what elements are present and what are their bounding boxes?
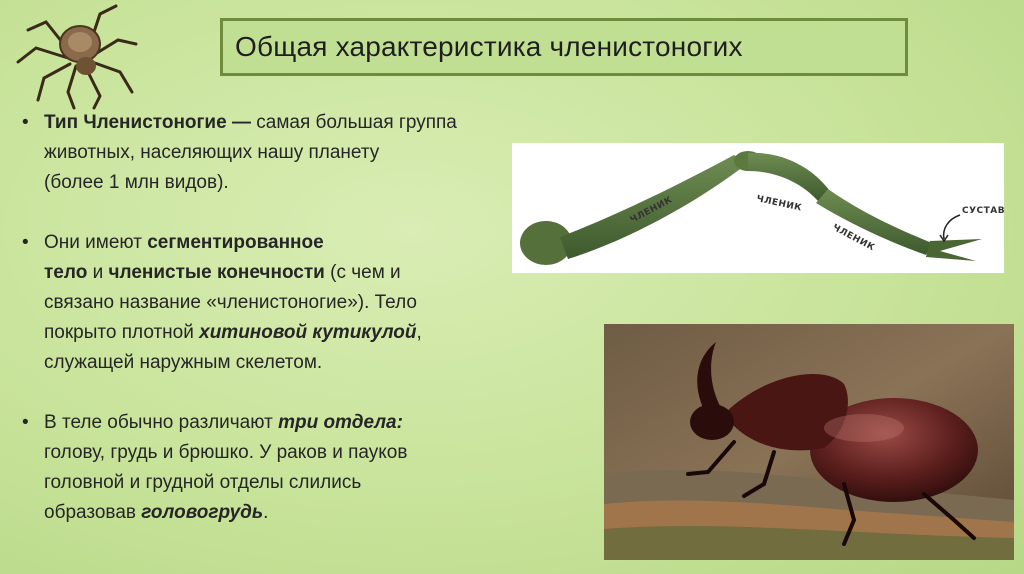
bullet-3-bold-italic-three-parts: три отдела: <box>278 412 403 433</box>
bullet-3-text-line3: головной и грудной отделы слились <box>44 472 362 493</box>
bullet-3-bold-italic-cephalothorax: головогрудь <box>141 502 264 523</box>
leg-drawing <box>512 143 1004 273</box>
bullet-2-bold-limbs: членистые конечности <box>108 262 325 283</box>
bullet-dot: • <box>22 112 29 133</box>
joint-pointer-arrow <box>944 215 960 239</box>
bullet-2-comma: , <box>416 322 422 343</box>
bullet-1-text-line3: (более 1 млн видов). <box>44 172 229 193</box>
beetle-drawing <box>604 324 1014 560</box>
bullet-1-text-line2: животных, населяющих нашу планету <box>44 142 380 163</box>
text-content <box>22 108 562 558</box>
bullet-2-text: Они имеют <box>44 232 148 253</box>
bullet-1-text: самая большая группа <box>256 112 457 133</box>
bullet-3-text-line2: голову, грудь и брюшко. У раков и пауков <box>44 442 408 463</box>
leg-claw <box>926 239 982 261</box>
bullet-2-bold-segmented: сегментированное <box>147 232 324 253</box>
leg-diagram <box>512 143 1004 273</box>
label-segment-1: ЧЛЕНИК <box>628 195 675 226</box>
bullet-3-text-line4: образовав <box>44 502 142 523</box>
bullet-1-bold: Тип Членистоногие — <box>44 112 257 133</box>
bullet-3 <box>22 408 562 528</box>
bullet-1 <box>22 108 562 198</box>
slide-title: Общая характеристика членистоногих <box>235 31 743 62</box>
title-box <box>220 18 908 76</box>
label-segment-2: ЧЛЕНИК <box>755 194 803 214</box>
bullet-2 <box>22 228 562 378</box>
spider-image <box>8 0 143 110</box>
bullet-3-text: В теле обычно различают <box>44 412 279 433</box>
bullet-2-text-and: и <box>87 262 109 283</box>
bullet-dot: • <box>22 232 29 253</box>
bullet-2-text-line4: покрыто плотной <box>44 322 200 343</box>
label-segment-3: ЧЛЕНИК <box>830 222 877 254</box>
bullet-2-text-line5: служащей наружным скелетом. <box>44 352 323 373</box>
bullet-2-bold-italic-cuticle: хитиновой кутикулой <box>199 322 417 343</box>
beetle-image <box>604 324 1014 560</box>
bullet-dot: • <box>22 412 29 433</box>
bullet-2-text-cont: (с чем и <box>324 262 401 283</box>
beetle-head <box>690 404 734 440</box>
label-joint: СУСТАВ <box>962 206 1004 216</box>
bullet-2-text-line3: связано название «членистоногие»). Тело <box>44 292 417 313</box>
bullet-2-bold-body: тело <box>44 262 88 283</box>
bullet-3-period: . <box>263 502 269 523</box>
